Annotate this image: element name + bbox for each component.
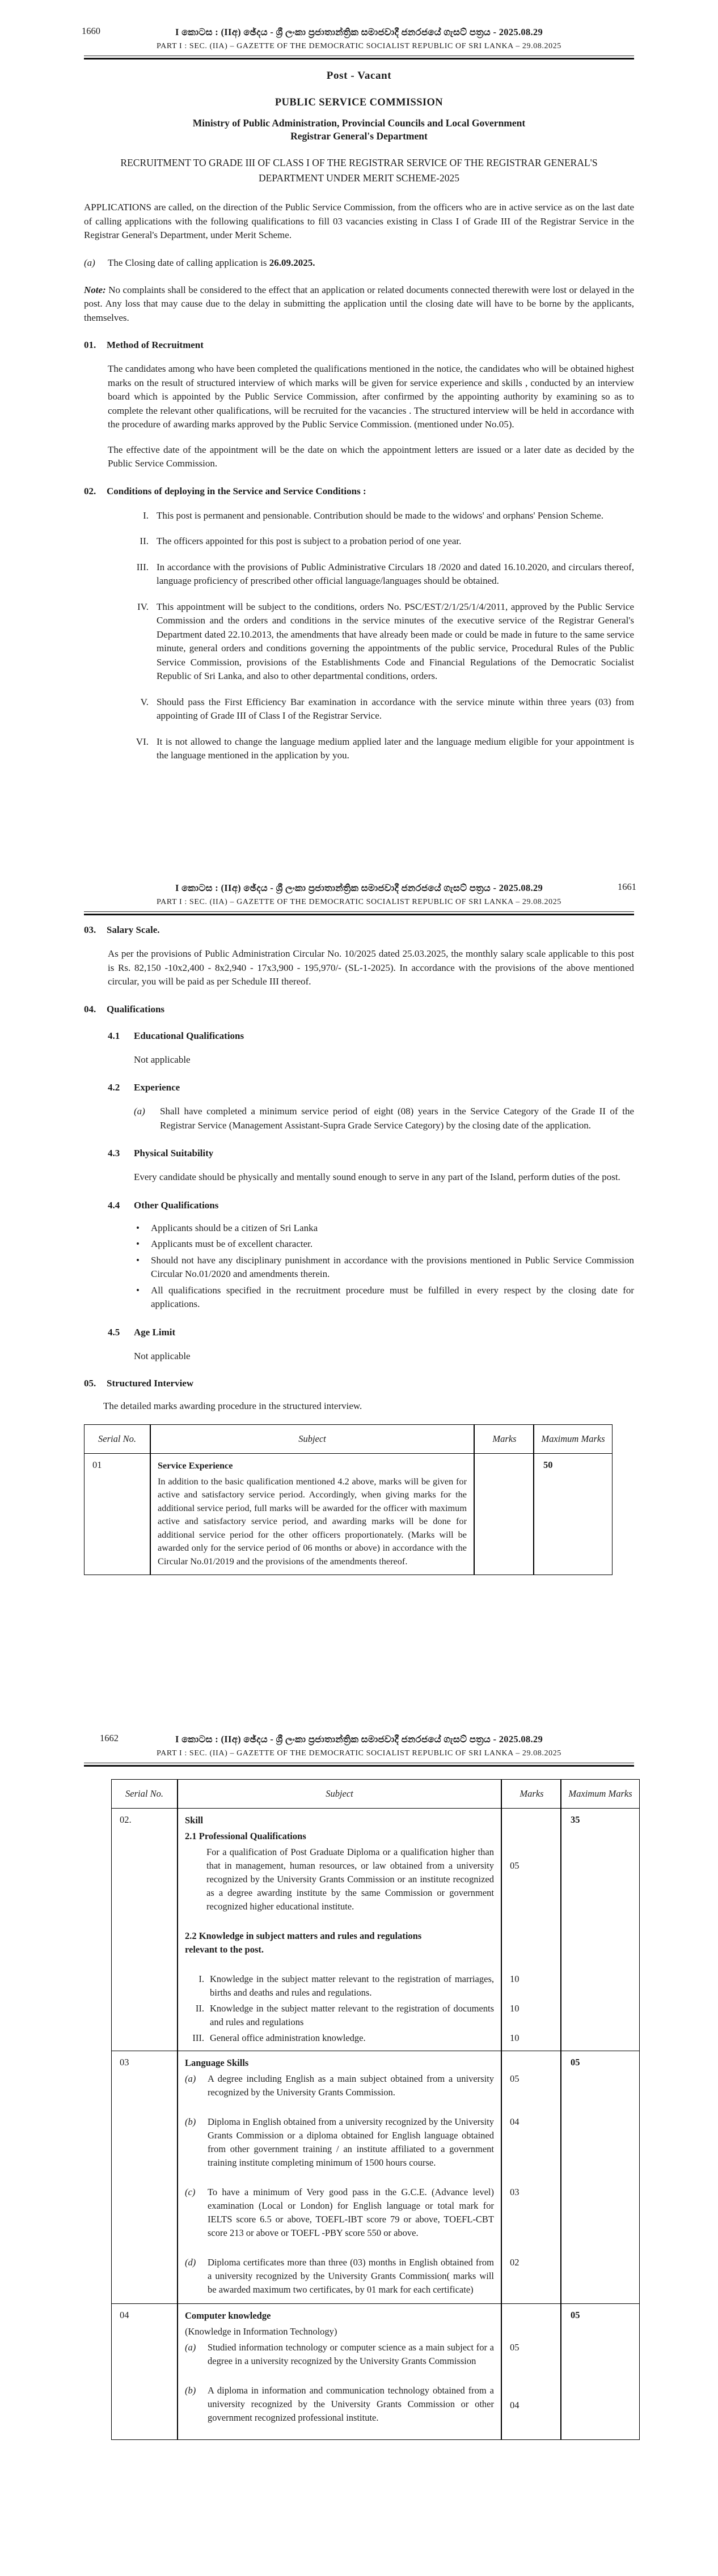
- note-paragraph: [84, 283, 634, 325]
- bullet-text: Should not have any disciplinary punishment in accordance with the provisions mentioned in Public Service Commission Circular No.01/2020 and amendments therein.: [151, 1254, 634, 1279]
- closing-text: The Closing date of calling application is 26.09.2025.: [108, 257, 315, 268]
- table-header-marks: Marks: [492, 1433, 517, 1444]
- qualification-label: Experience: [134, 1082, 180, 1093]
- section-03-heading: [84, 924, 634, 936]
- condition-text: Should pass the First Efficiency Bar examination in accordance with the service minute within three years (03) from appointing of Grade III of Class I of the Registrar Service.: [157, 696, 634, 721]
- condition-item: [121, 735, 634, 763]
- gazette-header-english: PART I : SEC. (IIA) – GAZETTE OF THE DEMOCRATIC SOCIALIST REPUBLIC OF SRI LANKA – 29.08.2025: [157, 1749, 561, 1758]
- table-vertical-divider: [177, 2304, 178, 2439]
- page-1660: [0, 0, 718, 859]
- serial-cell: 02.: [120, 1814, 132, 1825]
- table-vertical-divider: [177, 2051, 178, 2303]
- table-vertical-divider: [177, 1809, 178, 2051]
- experience-item-text: Shall have completed a minimum service period of eight (08) years in the Service Category of the Grade II of the Registrar Service (Management Assistant-Supra Grade Service Category) by the closing date of the application.: [160, 1106, 634, 1131]
- bullet-text: Applicants should be a citizen of Sri Lanka: [151, 1222, 318, 1233]
- subject-item: [177, 2030, 502, 2051]
- table-vertical-divider: [533, 1454, 534, 1575]
- qualification-heading-4-2: [108, 1082, 634, 1093]
- table-vertical-divider: [560, 1780, 561, 1808]
- header-rule: [84, 911, 634, 915]
- marks-cell: 02: [510, 2257, 520, 2268]
- table-header-row: [85, 1425, 612, 1454]
- item-text: Diploma certificates more than three (03) months in English obtained from a university recognized by the University Grants Commission( marks will be awarded maximum two certificates, by 01 mark for each certificate): [208, 2257, 494, 2295]
- table-vertical-divider: [560, 2304, 561, 2439]
- subject-item: [177, 2001, 502, 2030]
- subject-title: Language Skills: [185, 2057, 249, 2068]
- section-05-heading: [84, 1378, 634, 1389]
- gazette-running-header: [84, 881, 634, 915]
- table-header-subject: Subject: [326, 1788, 353, 1799]
- condition-item: [121, 509, 634, 523]
- closing-date-line: [84, 256, 634, 270]
- page-1662: [0, 1709, 718, 2576]
- condition-text: It is not allowed to change the language medium applied later and the language medium eligible for your appointment is the language mentioned in the application by you.: [157, 736, 634, 761]
- bullet-item: [136, 1284, 634, 1312]
- subject-text-2-1: For a qualification of Post Graduate Diploma or a qualification higher than that in management, human resources, or law obtained from a university recognized by the University Grants Commission or an institute recognized as a degree awarding institute by the same Commission or government recognized higher educational institute.: [206, 1847, 494, 1912]
- marks-cell: 04: [510, 2400, 520, 2411]
- table-vertical-divider: [150, 1454, 151, 1575]
- item-text: To have a minimum of Very good pass in the G.C.E. (Advance level) examination (Local or London) for English language or total mark for IELTS score 6.5 or above, TOEFL-IBT score 79 or above, TOEFL-CBT score 213 or above or TOEFL -PBY score 550 or above.: [208, 2187, 494, 2238]
- marks-cell: 05: [510, 2073, 520, 2084]
- table-vertical-divider: [560, 2051, 561, 2303]
- org-title: PUBLIC SERVICE COMMISSION: [274, 97, 444, 108]
- marks-cell: 10: [510, 1974, 520, 1984]
- gazette-header-english: PART I : SEC. (IIA) – GAZETTE OF THE DEMOCRATIC SOCIALIST REPUBLIC OF SRI LANKA – 29.08.2025: [157, 898, 561, 906]
- page-number: 1660: [82, 26, 100, 36]
- condition-text: The officers appointed for this post is subject to a probation period of one year.: [157, 536, 462, 546]
- condition-numeral: IV.: [137, 601, 149, 612]
- qualification-heading-4-3: [108, 1148, 634, 1159]
- qualification-4-1-text: Not applicable: [134, 1054, 191, 1065]
- marks-cell: 03: [510, 2187, 520, 2197]
- subject-item: [177, 2184, 502, 2241]
- method-paragraph-2: The effective date of the appointment will be the date on which the appointment letters are issued or a later date as decided by the Public Service Commission.: [108, 444, 634, 469]
- qualification-4-5-text: Not applicable: [134, 1350, 191, 1361]
- table-header-subject: Subject: [298, 1433, 326, 1444]
- gazette-header-sinhala: I කොටස : (IIඅ) ඡේදය - ශ්‍රී ලංකා ප්‍රජාතාන්ත්‍රික සමාජවාදී ජනරජයේ ගැසට් පත්‍රය - 2025.08.29: [175, 27, 543, 37]
- subject-subheading-2-1: 2.1 Professional Qualifications: [185, 1831, 306, 1841]
- qualification-number: 4.4: [108, 1199, 120, 1211]
- qualification-heading-4-4: [108, 1200, 634, 1211]
- gazette-header-english: PART I : SEC. (IIA) – GAZETTE OF THE DEMOCRATIC SOCIALIST REPUBLIC OF SRI LANKA – 29.08.2025: [157, 42, 561, 50]
- item-text: A diploma in information and communication technology obtained from a university recognized by the University Grants Commission or other government recognized professional institute.: [208, 2385, 494, 2423]
- subject-item: [177, 1971, 502, 2001]
- salary-paragraph: As per the provisions of Public Administration Circular No. 10/2025 dated 25.03.2025, the monthly salary scale applicable to this post is Rs. 82,150 -10x2,400 - 8x2,940 - 17x3,900 - 195,970/- (SL-1-2025). In accordance with the provisions of the above mentioned circular, you will be paid as per Schedule III thereof.: [108, 948, 634, 987]
- section-05-label: Structured Interview: [107, 1378, 194, 1389]
- page-1661: [0, 859, 718, 1709]
- qualification-label: Other Qualifications: [134, 1199, 219, 1211]
- bullet-marker: •: [136, 1254, 140, 1266]
- subject-item: [177, 2255, 502, 2303]
- qualification-label: Educational Qualifications: [134, 1030, 244, 1041]
- marks-cell: 10: [510, 2032, 520, 2043]
- structured-interview-intro: The detailed marks awarding procedure in the structured interview.: [103, 1401, 362, 1411]
- marks-cell: 10: [510, 2003, 520, 2014]
- table-vertical-divider: [474, 1425, 475, 1453]
- item-label: (b): [185, 2116, 196, 2127]
- qualification-number: 4.5: [108, 1326, 120, 1338]
- condition-text: In accordance with the provisions of Public Administrative Circulars 18 /2020 and dated 16.10.2020, and circulars thereof, language proficiency of prescribed other official language/languages should be obtained.: [157, 561, 634, 586]
- section-01-heading: [84, 339, 634, 351]
- ministry-line: Ministry of Public Administration, Provincial Councils and Local Government: [192, 117, 526, 129]
- marks-cell: 05: [510, 1860, 520, 1871]
- bullet-text: Applicants must be of excellent character.: [151, 1238, 313, 1249]
- subject-text: In addition to the basic qualification mentioned 4.2 above, marks will be given for active and satisfactory service period. Accordingly, when giving marks for the additional service period, full marks will be awarded for the officer with maximum active and satisfactory service period, and awarding marks will be done for additional service period for the other officers proportionately. (Marks will be awarded only for the service period of 06 months or above) in accordance with the Circular No.01/2019 and the provisions of the amendments thereof.: [158, 1475, 467, 1567]
- item-label: (d): [185, 2257, 196, 2268]
- table-vertical-divider: [150, 1425, 151, 1453]
- gazette-header-sinhala: I කොටස : (IIඅ) ඡේදය - ශ්‍රී ලංකා ප්‍රජාතාන්ත්‍රික සමාජවාදී ජනරජයේ ගැසට් පත්‍රය - 2025.08.29: [175, 1734, 543, 1745]
- doc-title: Post - Vacant: [326, 70, 392, 82]
- item-text: A degree including English as a main subject obtained from a university recognized by the University Grants Commission.: [208, 2073, 494, 2098]
- bullet-item: [136, 1237, 634, 1251]
- section-05-number: 05.: [84, 1378, 96, 1389]
- max-marks-cell: 50: [543, 1459, 553, 1470]
- qualification-label: Physical Suitability: [134, 1148, 214, 1158]
- table-row-03: [112, 2051, 639, 2304]
- section-01-number: 01.: [84, 339, 96, 350]
- condition-text: This post is permanent and pensionable. Contribution should be made to the widows' and orphans' Pension Scheme.: [157, 510, 604, 521]
- table-row-04: [112, 2304, 639, 2439]
- table-vertical-divider: [533, 1425, 534, 1453]
- table-vertical-divider: [501, 2051, 502, 2303]
- item-label: (a): [185, 2073, 196, 2084]
- gazette-header-sinhala: I කොටස : (IIඅ) ඡේදය - ශ්‍රී ලංකා ප්‍රජාතාන්ත්‍රික සමාජවාදී ජනරජයේ ගැසට් පත්‍රය - 2025.08.29: [175, 882, 543, 893]
- serial-cell: 04: [120, 2310, 129, 2320]
- bullet-marker: •: [136, 1284, 140, 1296]
- item-text: Knowledge in the subject matter relevant to the registration of marriages, births and deaths and rules and regulations.: [210, 1974, 494, 1998]
- condition-text: This appointment will be subject to the conditions, orders No. PSC/EST/2/1/25/1/4/2011, approved by the Public Service Commission and the orders and conditions in the service minutes of the executive service of the Registrar General's Department dated 22.10.2013, the amendments that have already been made or could be made in future to the same service minute, general orders and conditions governing the appointments of the public service, Procedural Rules of the Public Service Commission, provisions of the Establishments Code and Financial Regulations of the Democratic Socialist Republic of Sri Lanka, and also to other departmental conditions, orders.: [157, 601, 634, 681]
- bullet-text: All qualifications specified in the recruitment procedure must be fulfilled in every respect by the closing date for applications.: [151, 1284, 634, 1309]
- item-label: (a): [185, 2342, 196, 2353]
- subject-subtitle: (Knowledge in Information Technology): [185, 2326, 337, 2337]
- qualification-heading-4-1: [108, 1030, 634, 1042]
- other-qualifications-list: [136, 1221, 634, 1312]
- bullet-marker: •: [136, 1238, 140, 1249]
- section-03-label: Salary Scale.: [107, 924, 160, 935]
- condition-item: [121, 534, 634, 549]
- section-02-heading: [84, 486, 634, 497]
- table-vertical-divider: [501, 1780, 502, 1808]
- max-marks-cell: 05: [571, 2057, 580, 2068]
- item-label: III.: [192, 2032, 204, 2043]
- max-marks-cell: 35: [571, 1814, 580, 1825]
- bullet-marker: •: [136, 1222, 140, 1233]
- condition-item: [121, 561, 634, 588]
- qualification-4-3-text: Every candidate should be physically and mentally sound enough to serve in any part of the Island, perform duties of the post.: [134, 1172, 620, 1182]
- page-number: 1662: [100, 1733, 119, 1743]
- subject-item: [177, 2114, 502, 2171]
- condition-numeral: V.: [140, 696, 149, 707]
- condition-numeral: III.: [136, 561, 149, 572]
- subject-item: [177, 2071, 502, 2100]
- method-paragraph-1: The candidates among who have been completed the qualifications mentioned in the notice, the candidates who will be obtained highest marks on the result of structured interview of which marks will be given for service experience and skills , conducted by an interview board which is appointed by the Public Service Commission, after confirmed by the appointing authority by examining so as to complete the relevant other qualifications, will be recruited for the vacancies . The structured interview will be held in accordance with the procedure of awarding marks approved by the Public Service Commission. (mentioned under No.05).: [108, 363, 634, 430]
- qualification-number: 4.1: [108, 1030, 120, 1041]
- table-row-02: [112, 1809, 639, 2051]
- note-text: No complaints shall be considered to the effect that an application or related documents connected therewith were lost or delayed in the post. Any loss that may cause due to the delay in submitting the application until the closing date will have to be borne by the applicants, themselves.: [84, 284, 634, 323]
- item-label: (b): [185, 2385, 196, 2396]
- item-text: Diploma in English obtained from a university recognized by the University Grants Commission or a diploma obtained for English language obtained from other government training / an institute affiliated to a government training institute completing minimum of 1500 hours course.: [208, 2116, 494, 2168]
- subject-title: Skill: [185, 1815, 204, 1826]
- marks-table-1: [84, 1424, 613, 1575]
- department-line: Registrar General's Department: [290, 130, 428, 142]
- serial-cell: 03: [120, 2057, 129, 2068]
- condition-item: [121, 600, 634, 684]
- intro-paragraph: APPLICATIONS are called, on the direction of the Public Service Commission, from the officers who are in active service as on the last date of calling applications with the following qualifications to fill 03 vacancies existing in Class I of Grade III of the Registrar Service in the Registrar General's Department, under Merit Scheme.: [84, 202, 634, 240]
- table-header-serial: Serial No.: [98, 1433, 136, 1444]
- subject-item: [177, 2340, 502, 2369]
- table-vertical-divider: [177, 1780, 178, 1808]
- table-header-row: [112, 1780, 639, 1809]
- marks-cell: 04: [510, 2116, 520, 2127]
- section-03-number: 03.: [84, 924, 96, 935]
- item-text: Knowledge in the subject matter relevant to the registration of documents and rules and regulations: [210, 2003, 494, 2027]
- item-label: (c): [185, 2187, 196, 2197]
- qualification-number: 4.2: [108, 1082, 120, 1093]
- marks-cell: [475, 1454, 534, 1474]
- condition-numeral: I.: [143, 510, 149, 521]
- gazette-running-header: [84, 1733, 634, 1767]
- section-04-heading: [84, 1004, 634, 1015]
- section-04-number: 04.: [84, 1003, 96, 1015]
- closing-label: (a): [84, 257, 95, 268]
- page-number: 1661: [618, 881, 636, 892]
- condition-item: [121, 695, 634, 723]
- bullet-item: [136, 1221, 634, 1236]
- header-rule: [84, 56, 634, 60]
- subject-item: [177, 2383, 502, 2439]
- section-02-number: 02.: [84, 485, 96, 496]
- table-header-max-marks: Maximum Marks: [568, 1788, 632, 1799]
- conditions-list: [121, 509, 634, 763]
- table-vertical-divider: [501, 2304, 502, 2439]
- section-02-label: Conditions of deploying in the Service and Service Conditions :: [107, 485, 366, 496]
- qualification-number: 4.3: [108, 1148, 120, 1158]
- max-marks-cell: 05: [571, 2310, 580, 2320]
- table-header-max-marks: Maximum Marks: [541, 1433, 605, 1444]
- header-rule: [84, 1763, 634, 1767]
- gazette-running-header: [84, 26, 634, 60]
- subject-title: Service Experience: [158, 1460, 233, 1471]
- marks-cell: 05: [510, 2342, 520, 2353]
- table-row-01: [85, 1454, 612, 1575]
- item-text: Studied information technology or computer science as a main subject for a degree in a university recognized by the University Grants Commission: [208, 2342, 494, 2366]
- table-vertical-divider: [501, 1809, 502, 2051]
- note-label: Note:: [84, 284, 106, 295]
- item-text: General office administration knowledge.: [210, 2032, 366, 2043]
- qualification-label: Age Limit: [134, 1326, 176, 1338]
- item-label: II.: [195, 2003, 204, 2014]
- marks-table-2: [111, 1779, 640, 2440]
- experience-item: [134, 1105, 634, 1132]
- experience-item-label: (a): [134, 1106, 145, 1117]
- subject-title: Computer knowledge: [185, 2310, 271, 2321]
- table-header-serial: Serial No.: [125, 1788, 163, 1799]
- qualification-heading-4-5: [108, 1327, 634, 1338]
- condition-numeral: II.: [140, 536, 149, 546]
- item-label: I.: [198, 1974, 204, 1984]
- section-04-label: Qualifications: [107, 1003, 165, 1015]
- table-header-marks: Marks: [520, 1788, 544, 1799]
- section-01-label: Method of Recruitment: [107, 339, 204, 350]
- table-vertical-divider: [474, 1454, 475, 1575]
- bullet-item: [136, 1254, 634, 1281]
- subject-subheading-2-2: 2.2 Knowledge in subject matters and rules and regulations relevant to the post.: [185, 1930, 422, 1955]
- recruitment-title: RECRUITMENT TO GRADE III OF CLASS I OF THE REGISTRAR SERVICE OF THE REGISTRAR GENERAL'S DEPARTMENT UNDER MERIT SCHEME-2025: [120, 157, 598, 184]
- condition-numeral: VI.: [136, 736, 149, 747]
- serial-cell: 01: [92, 1459, 102, 1470]
- table-vertical-divider: [560, 1809, 561, 2051]
- closing-date: 26.09.2025.: [269, 257, 315, 268]
